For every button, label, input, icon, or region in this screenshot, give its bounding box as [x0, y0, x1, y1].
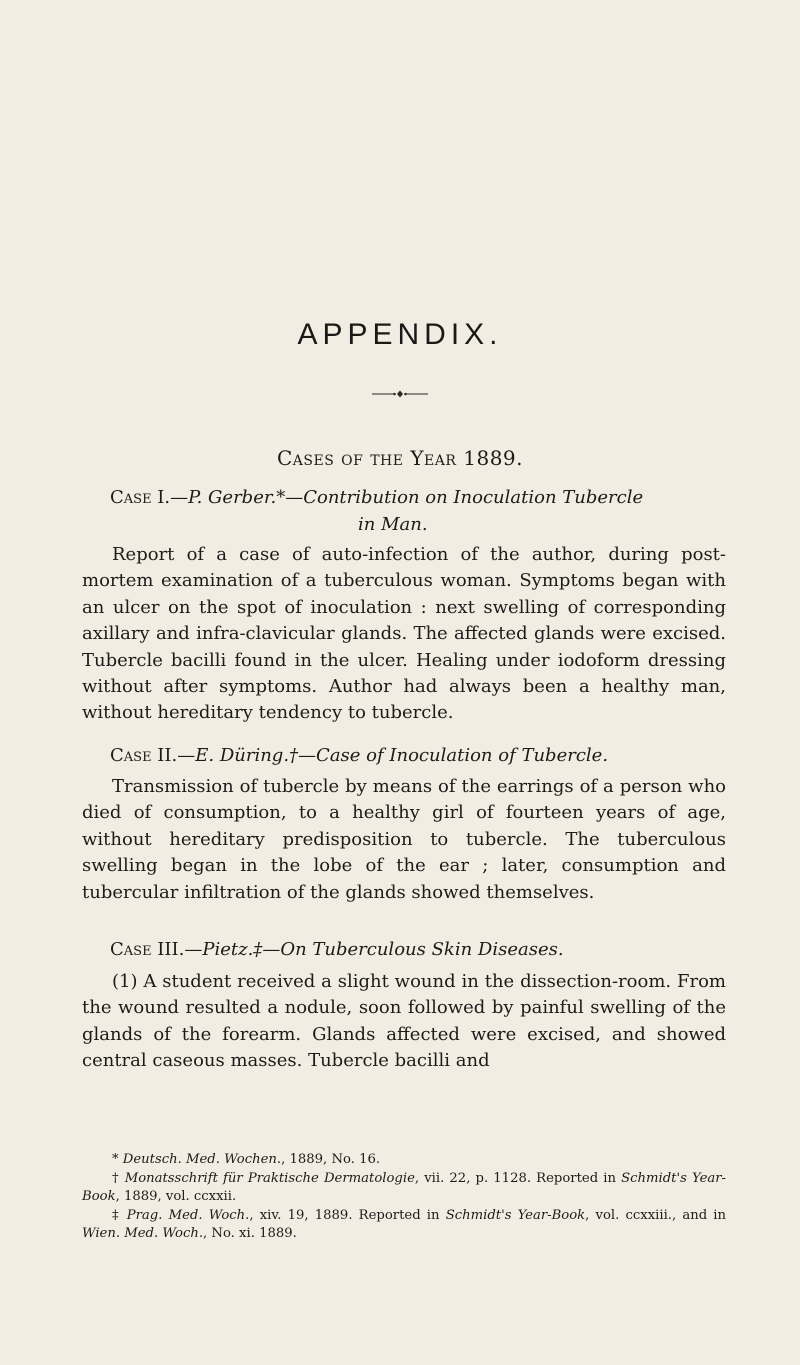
footnote-text: , No. xi. 1889. [203, 1226, 297, 1241]
footnote [82, 1207, 726, 1244]
footnote [82, 1170, 726, 1207]
footnote-text: , xiv. 19, 1889. Reported in [249, 1207, 446, 1223]
ornament-divider-icon [372, 389, 428, 399]
footnote-journal: Schmidt's Year-Book [445, 1207, 586, 1223]
section-heading: Cases of the Year 1889. [276, 446, 524, 470]
footnotes [82, 1151, 726, 1244]
footnote-journal: Schmidt's Year-Book [82, 1170, 726, 1204]
page-title: APPENDIX. [297, 318, 503, 351]
footnote-text: , vii. 22, p. 1128. Reported in [414, 1170, 622, 1186]
case-1-heading: Case I.—P. Gerber.*—Contribution on Inoculation Tubercle [110, 487, 644, 508]
case-3-heading: Case III.—Pietz.‡—On Tuberculous Skin Diseases. [110, 939, 564, 960]
case-1-author: P. Gerber.* [188, 487, 286, 508]
footnote-journal: Wien. Med. Woch. [82, 1226, 204, 1241]
case-1-title: Contribution on Inoculation Tubercle [303, 487, 644, 508]
footnote-mark: † [112, 1170, 120, 1186]
footnote-journal: Monatsschrift für Praktische Dermatologie [124, 1170, 415, 1186]
case-1-label: Case I. [110, 487, 171, 508]
case-2-heading: Case II.—E. Düring.†—Case of Inoculation of Tubercle. [110, 745, 609, 766]
case-2-body: Transmission of tubercle by means of the earrings of a person who died of consumption, to a healthy girl of fourteen years of age, without hereditary predisposition to tubercle. The tuberculous swelling began in the lobe of the ear ; later, consumption and tubercular infiltration of the glands showed themselves. [82, 776, 726, 903]
footnote-text: , vol. ccxxiii., and in [585, 1207, 727, 1223]
footnote-text: , 1889, vol. ccxxii. [115, 1189, 237, 1204]
case-2-label: Case II. [110, 745, 178, 766]
case-2-author: E. Düring.† [195, 745, 299, 766]
case-2-title: Case of Inoculation of Tubercle. [316, 745, 609, 766]
case-1-heading-cont [358, 513, 428, 537]
case-3-author: Pietz.‡ [202, 939, 263, 960]
case-1-body: Report of a case of auto-infection of the author, during post-mortem examination of a tuberculous woman. Symptoms began with an ulcer on the spot of inoculation : next swelling of corresponding axillary and infra-clavicular glands. The affected glands were excised. Tubercle bacilli found in the ulcer. Healing under iodoform dressing without after symptoms. Author had always been a healthy man, without hereditary tendency to tubercle. [82, 544, 726, 724]
footnote-journal: Deutsch. Med. Wochen. [122, 1152, 282, 1167]
footnote-journal: Prag. Med. Woch. [126, 1207, 250, 1223]
footnote [82, 1151, 726, 1170]
footnote-mark: * [112, 1152, 119, 1167]
footnote-text: , 1889, No. 16. [281, 1152, 381, 1167]
case-3-title: On Tuberculous Skin Diseases. [280, 939, 564, 960]
case-3-body: (1) A student received a slight wound in the dissection-room. From the wound resulted a nodule, soon followed by painful swelling of the glands of the forearm. Glands affected were excised, and showed central caseous masses. Tubercle bacilli and [82, 971, 726, 1072]
case-3-label: Case III. [110, 939, 185, 960]
case-1-title-cont: in Man. [358, 514, 428, 535]
footnote-mark: ‡ [112, 1207, 121, 1223]
